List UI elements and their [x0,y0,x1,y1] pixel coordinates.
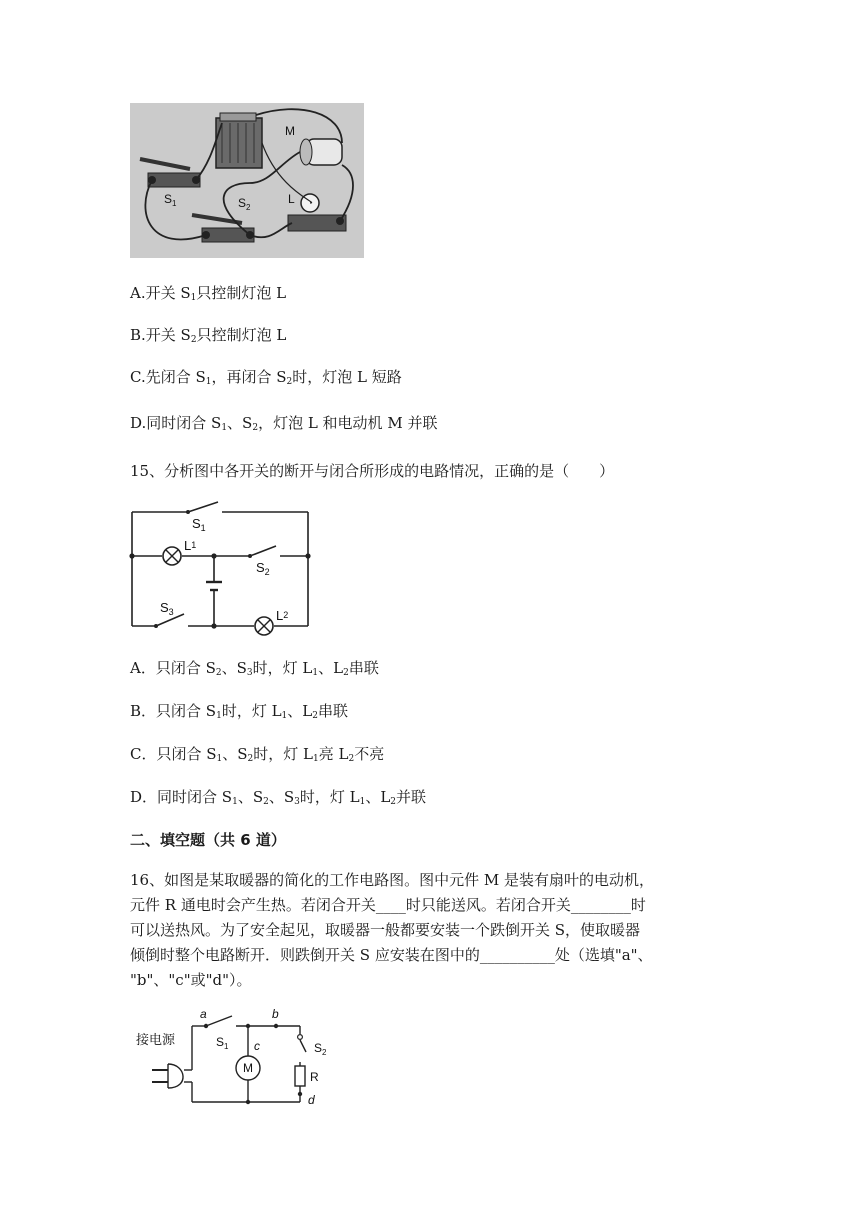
q15-circuit-svg [126,500,318,638]
q14-option-d[interactable]: D.同时闭合 $S_1$、$S_2$，灯泡 L 和电动机 M 并联 [130,414,438,433]
q15-stem: 15、分析图中各开关的断开与闭合所形成的电路情况，正确的是（ ） [130,462,615,480]
q16-label-s1: $S_1$ [216,1035,229,1051]
q15-label-l2: L2 [276,608,289,623]
q14-option-b[interactable]: B.开关 $S_2$只控制灯泡 L [130,326,287,345]
photo-label-l: L [288,192,295,206]
q16-label-c: c [254,1039,260,1053]
q15-label-s3: $S_3$ [160,600,174,617]
photo-label-s2: $S_2$ [238,196,251,212]
q16-label-a: a [200,1007,207,1021]
photo-label-m: M [285,124,295,138]
q16-circuit-svg [130,1000,342,1112]
q16-label-power: 接电源 [136,1032,176,1047]
q15-option-a[interactable]: A．只闭合 $S_2$、$S_3$时，灯 $L_1$、$L_2$串联 [130,659,379,678]
q16-line: 元件 R 通电时会产生热。若闭合开关____时只能送风。若闭合开关________时 [130,896,646,914]
q16-line: 倾倒时整个电路断开．则跌倒开关 S 应安装在图中的__________处（选填"a"、 [130,946,653,964]
q16-line: 可以送热风。为了安全起见，取暖器一般都要安装一个跌倒开关 S，使取暖器 [130,921,641,939]
q15-circuit-diagram [126,500,318,642]
q15-label-s2: $S_2$ [256,560,270,577]
q15-option-c[interactable]: C．只闭合 $S_1$、$S_2$时，灯 $L_1$亮 $L_2$不亮 [130,745,385,764]
q14-option-c[interactable]: C.先闭合 $S_1$，再闭合 $S_2$时，灯泡 L 短路 [130,368,402,387]
section-heading: 二、填空题（共 6 道） [130,831,286,849]
q16-label-b: b [272,1007,279,1021]
q15-label-s1: $S_1$ [192,516,206,533]
q16-text [130,868,730,993]
q16-label-m: M [243,1061,253,1075]
q15-option-b[interactable]: B．只闭合 $S_1$时，灯 $L_1$、$L_2$串联 [130,702,348,721]
q15-label-l1: L1 [184,538,197,553]
q16-line: "b"、"c"或"d"）。 [130,971,252,989]
q16-label-d: d [308,1093,315,1107]
q14-option-a[interactable]: A.开关 $S_1$只控制灯泡 L [130,284,287,303]
q15-option-d[interactable]: D．同时闭合 $S_1$、$S_2$、$S_3$时，灯 $L_1$、$L_2$并联 [130,788,427,807]
q16-circuit-diagram [130,1000,342,1116]
photo-label-s1: $S_1$ [164,192,177,208]
q16-line: 16、如图是某取暖器的简化的工作电路图。图中元件 M 是装有扇叶的电动机， [130,871,654,889]
q16-label-r: R [310,1070,319,1084]
q16-label-s2: $S_2$ [314,1041,327,1057]
circuit-photo [130,103,364,258]
circuit-photo-illustration [130,103,364,258]
